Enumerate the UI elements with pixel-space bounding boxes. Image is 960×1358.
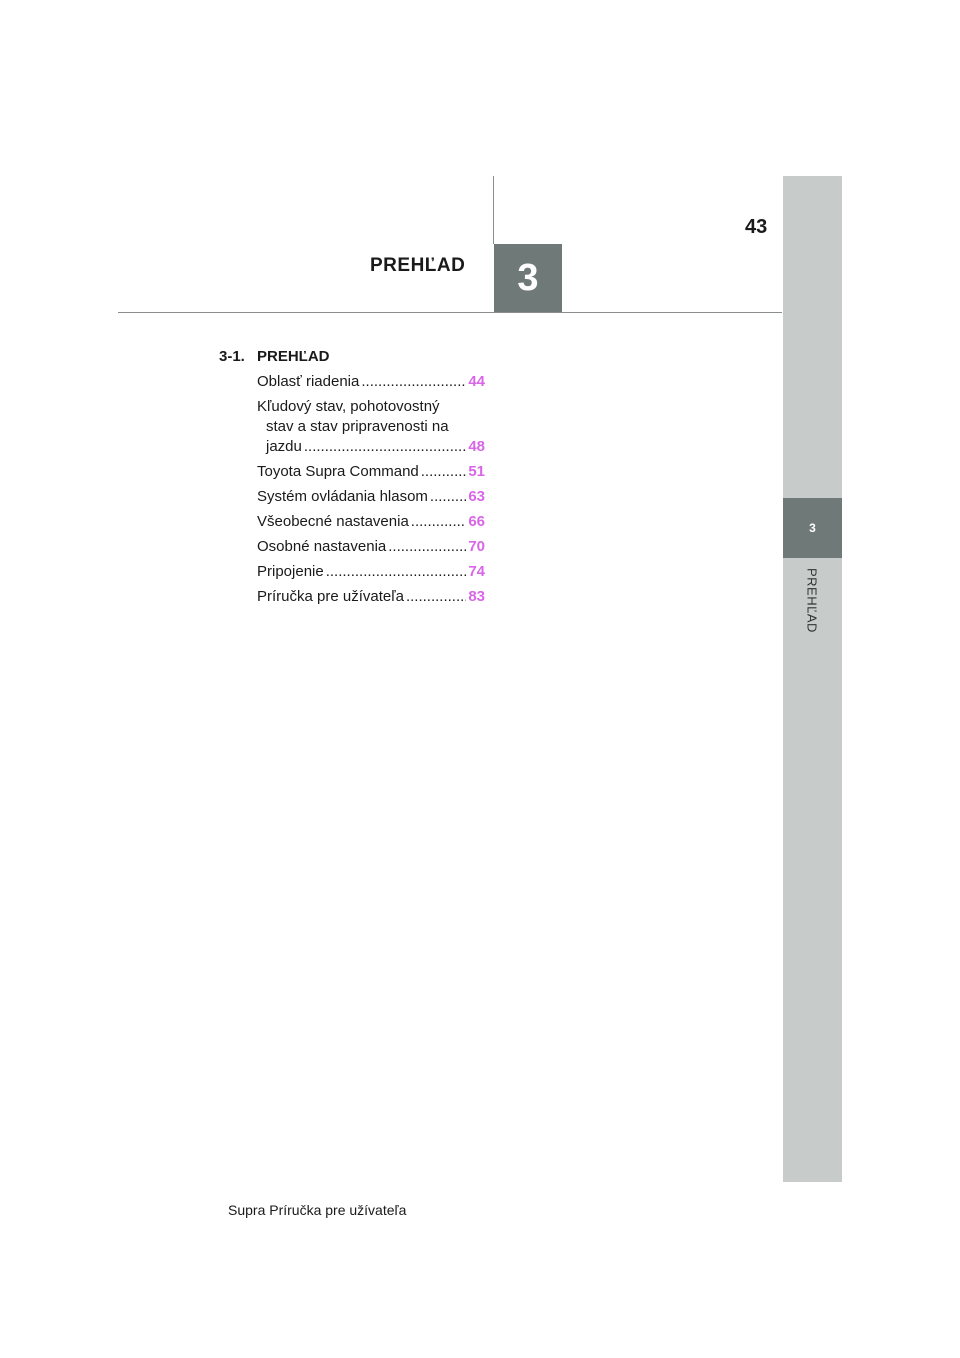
- toc-entry-title: Všeobecné nastavenia: [257, 513, 409, 530]
- toc-entry-page-link[interactable]: 51: [468, 463, 485, 480]
- toc-section-number: 3-1.: [219, 348, 245, 365]
- toc-entry-page-link[interactable]: 70: [468, 538, 485, 555]
- toc-entry-title: Príručka pre užívateľa: [257, 588, 404, 605]
- toc-entry[interactable]: [257, 462, 485, 482]
- sidebar-chapter-tab[interactable]: 3: [783, 498, 842, 558]
- toc-section-title: PREHĽAD: [257, 348, 330, 365]
- sidebar-strip: [783, 176, 842, 1182]
- toc-leader-dots: [406, 587, 466, 607]
- toc-entry[interactable]: [257, 587, 485, 607]
- header-divider-vertical: [493, 176, 494, 244]
- toc-entry-page-link[interactable]: 66: [468, 513, 485, 530]
- chapter-title: PREHĽAD: [370, 255, 466, 276]
- toc-entry[interactable]: [257, 562, 485, 582]
- toc-entry-title: Oblasť riadenia: [257, 373, 360, 390]
- chapter-number-box: 3: [494, 244, 562, 312]
- toc-entry-title: Kľudový stav, pohotovostný: [257, 398, 440, 415]
- toc-entry[interactable]: [257, 372, 485, 392]
- toc-leader-dots: [304, 437, 466, 457]
- page-number: 43: [745, 216, 768, 238]
- toc-leader-dots: [388, 537, 466, 557]
- toc-entry-page-link[interactable]: 83: [468, 588, 485, 605]
- toc-entry-page-link[interactable]: 44: [468, 373, 485, 390]
- toc-leader-dots: [421, 462, 467, 482]
- toc-entry[interactable]: [257, 537, 485, 557]
- toc-entry-title: Systém ovládania hlasom: [257, 488, 428, 505]
- toc-entry[interactable]: [257, 487, 485, 507]
- header-rule: [118, 312, 782, 313]
- toc-entry[interactable]: [257, 397, 485, 457]
- toc-entry-title: Toyota Supra Command: [257, 463, 419, 480]
- toc-entry[interactable]: [257, 512, 485, 532]
- sidebar-chapter-label: PREHĽAD: [804, 568, 820, 633]
- toc-entry-title-continued: jazdu: [266, 438, 302, 455]
- toc-leader-dots: [411, 512, 467, 532]
- toc-entry-title-continued: stav a stav pripravenosti na: [266, 418, 449, 435]
- toc-entry-title: Pripojenie: [257, 563, 324, 580]
- toc-entry-page-link[interactable]: 74: [468, 563, 485, 580]
- toc-entry-page-link[interactable]: 48: [468, 438, 485, 455]
- toc-leader-dots: [430, 487, 466, 507]
- toc-entry-page-link[interactable]: 63: [468, 488, 485, 505]
- toc-entry-title: Osobné nastavenia: [257, 538, 387, 555]
- footer-manual-title: Supra Príručka pre užívateľa: [228, 1202, 407, 1218]
- toc-leader-dots: [326, 562, 467, 582]
- toc-leader-dots: [361, 372, 466, 392]
